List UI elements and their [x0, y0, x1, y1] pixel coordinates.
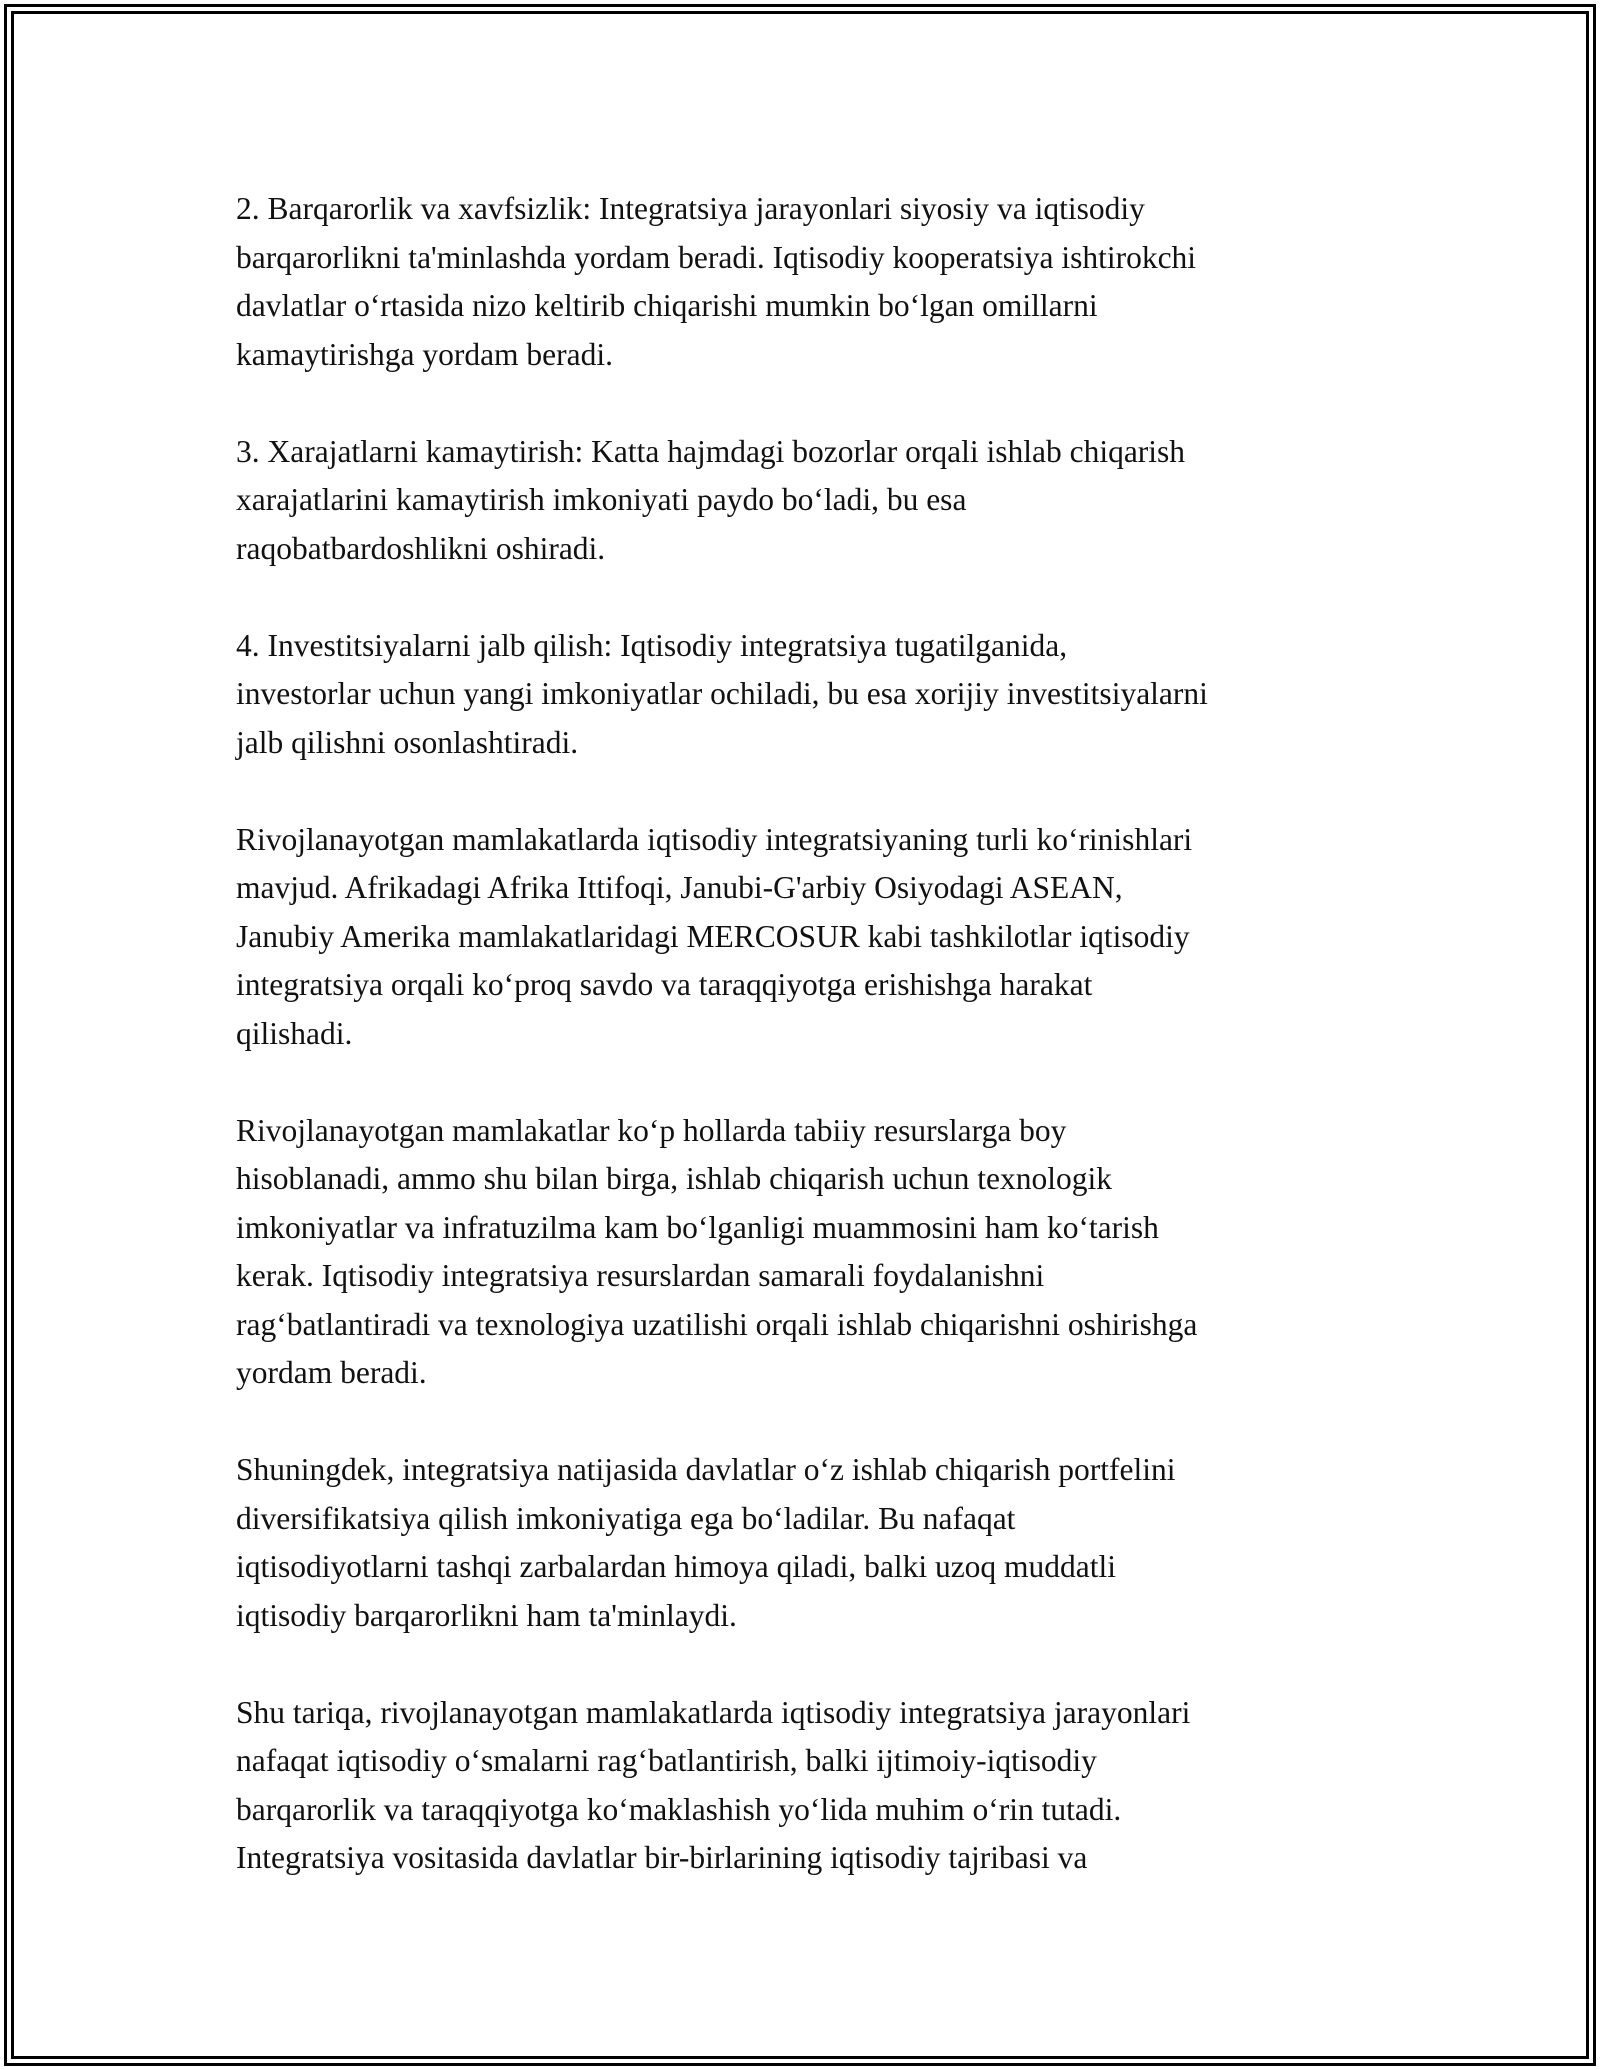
paragraph-integratsiya-korinishlari: Rivojlanayotgan mamlakatlarda iqtisodiy integratsiyaning turli ko‘rinishlari mavjud. Afrikadagi Afrika Ittifoqi, Janubi-G'arbiy Osiyodagi ASEAN, Janubiy Amerika mamlakatlaridagi MERCOSUR kabi tashkilotlar iqtisodiy integratsiya orqali ko‘proq savdo va taraqqiyotga erishishga harakat qilishadi. — [236, 821, 1193, 1051]
paragraph-investitsiyalar: 4. Investitsiyalarni jalb qilish: Iqtisodiy integratsiya tugatilganida, investorlar uchun yangi imkoniyatlar ochiladi, bu esa xorijiy investitsiyalarni jalb qilishni osonlashtiradi. — [236, 627, 1208, 760]
paragraph-diversifikatsiya: Shuningdek, integratsiya natijasida davlatlar o‘z ishlab chiqarish portfelini diversifikatsiya qilish imkoniyatiga ega bo‘ladilar. Bu nafaqat iqtisodiyotlarni tashqi zarbalardan himoya qiladi, balki uzoq muddatli iqtisodiy barqarorlikni ham ta'minlaydi. — [236, 1452, 1176, 1633]
paragraph-tabiiy-resurslar: Rivojlanayotgan mamlakatlar ko‘p hollarda tabiiy resurslarga boy hisoblanadi, ammo shu bilan birga, ishlab chiqarish uchun texnologik imkoniyatlar va infratuzilma kam bo‘lganligi muammosini ham ko‘tarish kerak. Iqtisodiy integratsiya resurslardan samarali foydalanishni rag‘batlantiradi va texnologiya uzatilishi orqali ishlab chiqarishni oshirishga yordam beradi. — [236, 1112, 1198, 1390]
paragraph-barqarorlik: 2. Barqarorlik va xavfsizlik: Integratsiya jarayonlari siyosiy va iqtisodiy barqarorlikni ta'minlashda yordam beradi. Iqtisodiy kooperatsiya ishtirokchi davlatlar o‘rtasida nizo keltirib chiqarishi mumkin bo‘lgan omillarni kamaytirishga yordam beradi. — [236, 191, 1197, 372]
paragraph-xarajatlar: 3. Xarajatlarni kamaytirish: Katta hajmdagi bozorlar orqali ishlab chiqarish xarajatlarini kamaytirish imkoniyati paydo bo‘ladi, bu esa raqobatbardoshlikni oshiradi. — [236, 433, 1186, 566]
document-body — [236, 185, 1376, 1883]
paragraph-xulosa: Shu tariqa, rivojlanayotgan mamlakatlarda iqtisodiy integratsiya jarayonlari nafaqat iqtisodiy o‘smalarni rag‘batlantirish, balki ijtimoiy-iqtisodiy barqarorlik va taraqqiyotga ko‘maklashish yo‘lida muhim o‘rin tutadi. Integratsiya vositasida davlatlar bir-birlarining iqtisodiy tajribasi va — [236, 1694, 1191, 1875]
